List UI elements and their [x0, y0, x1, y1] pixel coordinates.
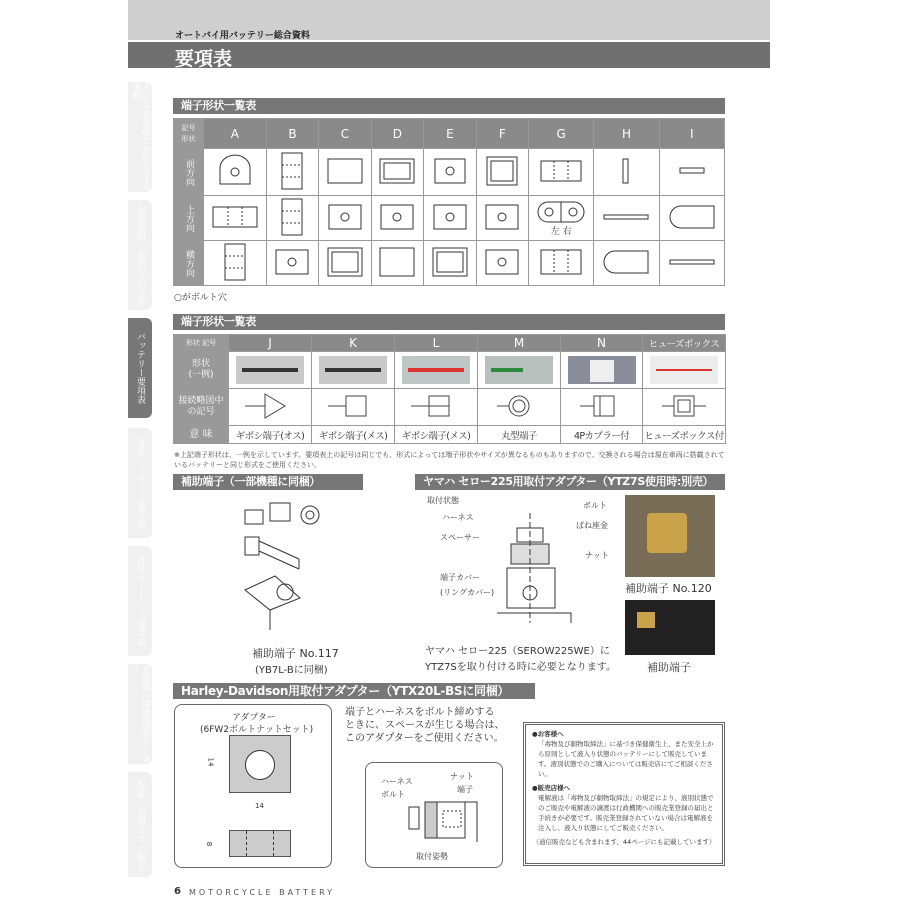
terminal-shape-icon [325, 245, 365, 279]
shape-cell [319, 196, 371, 241]
corner-top: 記号 [181, 123, 196, 132]
terminal-shape-icon [211, 202, 259, 232]
shape-cell [371, 149, 423, 196]
terminal-shape-icon [272, 197, 312, 237]
terminal-shape-icon [215, 154, 255, 188]
terminal-shape-icon [539, 245, 583, 279]
col-header: B [266, 119, 318, 149]
notice-text-customers: 「毒物及び劇物取締法」に基づき保健衛生上、また安全上から原則として液入り状態のバッテリーにして販売しています。液別状態でのご購入については販売店にてご相談ください。 [538, 740, 714, 778]
section-title-aux: 補助端子（一部機種に同梱） [173, 474, 363, 490]
terminal-shape-icon [272, 151, 312, 191]
label-bolt: ボルト [583, 501, 607, 510]
photo-cell [395, 352, 478, 389]
section-title-harley: Harley-Davidson用取付アダプター（YTX20L-BSに同梱） [173, 683, 535, 699]
shape-cell [476, 196, 528, 241]
terminal-shape-table-2 [173, 334, 726, 444]
caption-aux: 補助端子 [647, 661, 691, 674]
side-tab-2[interactable]: 取扱説明・使用上の注意 [128, 200, 152, 310]
meaning-cell: ギボシ端子(オス) [229, 426, 312, 444]
row-header: 上方向 [174, 196, 204, 241]
col-header: G [529, 119, 594, 149]
adapter-set-label: (6FW2ボルトナットセット) [200, 725, 314, 735]
photo-cell [643, 352, 726, 389]
terminal-photo [485, 356, 553, 384]
terminal-photo [568, 356, 636, 384]
caption-no120: 補助端子 No.120 [625, 582, 712, 595]
female-terminal-symbol-icon [406, 391, 466, 421]
terminal-shape-icon [482, 245, 522, 279]
fuse-box-symbol-icon [654, 391, 714, 421]
shape-cell [594, 149, 659, 196]
shape-cell [659, 149, 724, 196]
terminal-shape-icon [601, 202, 651, 232]
notice-heading-dealers: ●販売店様へ [532, 784, 571, 792]
section-title-terminal-shapes: 端子形状一覧表 [173, 98, 725, 114]
symbol-cell [229, 389, 312, 426]
col-header: N [561, 335, 643, 352]
meaning-cell: ギボシ端子(メス) [312, 426, 395, 444]
dim-thickness: 8 [205, 841, 214, 847]
serow-adapter-drawing [497, 508, 575, 628]
label-harness: ハーネス [442, 513, 474, 522]
terminal-shape-table-1 [173, 118, 725, 286]
dim-height: 14 [206, 757, 215, 767]
notice-footnote: （通信販売なども含まれます、44ページにも記載しています） [532, 838, 716, 846]
symbol-cell [561, 389, 643, 426]
aux-caption-no117: 補助端子 No.117 [252, 647, 339, 660]
col-header: K [312, 335, 395, 352]
photo-aux-terminal-parts [625, 600, 715, 655]
corner-bottom: 形状 [181, 134, 196, 143]
shape-cell [204, 149, 267, 196]
shape-cell [594, 241, 659, 286]
label-spacer: スペーサー [440, 533, 480, 542]
bolt-hole-legend: ○がボルト穴 [174, 293, 227, 303]
terminal-shape-icon [430, 200, 470, 234]
terminal-photo [319, 356, 387, 384]
row-header: 横方向 [174, 241, 204, 286]
adapter-side-view [229, 830, 291, 857]
notice-heading-customers: ●お客様へ [532, 730, 564, 738]
dim-width: 14 [255, 802, 264, 810]
photo-aux-terminal-120 [625, 495, 715, 577]
terminal-shape-icon [215, 242, 255, 282]
col-header: D [371, 119, 423, 149]
terminal-shape-icon [325, 200, 365, 234]
shape-cell [204, 241, 267, 286]
terminal-shape-icon [539, 154, 583, 188]
col-header: ヒューズボックス [643, 335, 726, 352]
terminal-shape-icon [430, 245, 470, 279]
corner-cell [174, 119, 204, 149]
label-spring-washer: ばね座金 [576, 521, 608, 530]
terminal-shape-icon [667, 247, 717, 277]
corner-top: 記号 [202, 338, 217, 347]
side-tab-5[interactable]: 各社オートバイ適合表 [128, 546, 152, 656]
shape-cell [266, 149, 318, 196]
photo-cell [312, 352, 395, 389]
harley-desc-line: ときに、スペースが生じる場合は、 [345, 720, 505, 731]
female-terminal-symbol-icon [323, 391, 383, 421]
side-tab-4[interactable]: 各社バッテリー適合表 [128, 428, 152, 538]
footer-text: MOTORCYCLE BATTERY [189, 888, 336, 897]
meaning-cell: 丸型端子 [478, 426, 561, 444]
adapter-plate [229, 735, 291, 793]
male-terminal-symbol-icon [240, 391, 300, 421]
shape-cell [204, 196, 267, 241]
shape-cell [319, 241, 371, 286]
coupler-symbol-icon [572, 391, 632, 421]
col-header: A [204, 119, 267, 149]
meaning-cell: ギボシ端子(メス) [395, 426, 478, 444]
terminal-shape-icon [536, 200, 586, 224]
symbol-cell [395, 389, 478, 426]
terminal-shape-icon [325, 154, 365, 188]
meaning-cell: ヒューズボックス付 [643, 426, 726, 444]
photo-cell [229, 352, 312, 389]
meaning-cell: 4Pカプラー付 [561, 426, 643, 444]
row-header: 前方向 [174, 149, 204, 196]
label-terminal-cover: 端子カバー [440, 573, 480, 582]
terminal-shape-icon [377, 154, 417, 188]
g-label-left: 左 [550, 226, 560, 237]
col-header: E [424, 119, 476, 149]
row-header: 形状 (一例) [174, 352, 229, 389]
photo-cell [561, 352, 643, 389]
harley-desc [345, 706, 505, 745]
shape-cell [529, 241, 594, 286]
photo-cell [478, 352, 561, 389]
posture-drawing [405, 799, 485, 845]
terminal-shape-icon [482, 200, 522, 234]
yamaha-desc-1: ヤマハ セロー225（SEROW225WE）に [425, 646, 610, 657]
col-header: J [229, 335, 312, 352]
terminal-shape-icon [377, 245, 417, 279]
corner-bottom: 形状 [185, 338, 200, 347]
adapter-label: アダプター [232, 713, 276, 723]
terminal-photo [236, 356, 304, 384]
label-harness: ハーネス [381, 777, 413, 786]
shape-cell [659, 241, 724, 286]
posture-label: 取付姿勢 [416, 852, 448, 861]
terminal-shape-icon [667, 202, 717, 232]
page-number: 6 [174, 886, 181, 897]
shape-cell [659, 196, 724, 241]
ring-terminal-symbol-icon [489, 391, 549, 421]
harley-desc-line: このアダプターをご使用ください。 [345, 733, 504, 744]
yamaha-desc-2: YTZ7Sを取り付ける時に必要となります。 [425, 662, 616, 673]
col-header: I [659, 119, 724, 149]
shape-cell [529, 149, 594, 196]
terminal-photo [402, 356, 470, 384]
col-header: F [476, 119, 528, 149]
terminal-photo [650, 356, 718, 384]
shape-cell [476, 149, 528, 196]
shape-cell [424, 241, 476, 286]
label-ring-cover: (リングカバー) [440, 588, 495, 597]
g-label-right: 右 [562, 226, 572, 237]
label-terminal: 端子 [457, 785, 473, 794]
row-header: 意 味 [174, 426, 229, 444]
col-header: L [395, 335, 478, 352]
terminal-shape-icon [606, 154, 646, 188]
side-tab-1[interactable]: 大切なお客様にお伝えする事柄 [130, 82, 150, 190]
section-title-yamaha: ヤマハ セロー225用取付アダプター（YTZ7S使用時:別売） [415, 474, 725, 490]
page-title: 要項表 [175, 48, 233, 70]
label-nut: ナット [450, 772, 474, 781]
col-header: H [594, 119, 659, 149]
shape-cell [424, 196, 476, 241]
terminal-shape-icon [601, 247, 651, 277]
terminal-shape-icon [272, 245, 312, 279]
symbol-cell [478, 389, 561, 426]
side-tab-3[interactable]: バッテリー要項表 [128, 318, 152, 418]
section-title-terminal-shapes-2: 端子形状一覧表 [173, 314, 725, 330]
row-header: 接続略図中 の記号 [174, 389, 229, 426]
shape-cell [319, 149, 371, 196]
notice-box [523, 722, 725, 866]
shape-cell [371, 241, 423, 286]
shape-cell [371, 196, 423, 241]
terminal-shape-icon [672, 154, 712, 188]
notice-text-dealers: 電解液は「毒物及び劇物取締法」の規定により、液別状態でのご販売や電解液の譲渡は行政機関への販売業登録の届出と手続きが必要です。販売業登録されていない場合は電解液を注入し、液入り状態にしてご販売ください。 [538, 794, 714, 832]
header-subtitle: オートバイ用バッテリー総合資料 [175, 31, 310, 41]
symbol-cell [312, 389, 395, 426]
label-bolt: ボルト [381, 790, 405, 799]
shape-cell [266, 196, 318, 241]
corner-cell [174, 335, 229, 352]
terminal-shape-icon [377, 200, 417, 234]
terminal-shape-icon [482, 154, 522, 188]
col-header: M [478, 335, 561, 352]
harley-desc-line: 端子とハーネスをボルト締めする [345, 707, 495, 718]
terminal-note: ※上記端子形状は、一例を示しています。要項表上の記号は同じでも、形式によっては端子形状やサイズが異なるものもありますので、交換される場合は現在車両に搭載されているバッテリーと同じ形式をご使用ください。 [174, 451, 725, 469]
shape-cell [476, 241, 528, 286]
shape-cell [424, 149, 476, 196]
side-tab-7[interactable]: 保証・お問合せ・規定 [128, 772, 152, 877]
shape-cell [594, 196, 659, 241]
install-state-label: 取付状態 [427, 496, 459, 505]
aux-terminal-drawing [225, 495, 345, 635]
symbol-cell [643, 389, 726, 426]
shape-cell [529, 196, 594, 241]
shape-cell [266, 241, 318, 286]
side-tab-6[interactable]: 充電器・関連用品センター [130, 664, 150, 763]
aux-caption-included: (YB7L-Bに同梱) [255, 665, 328, 676]
terminal-shape-icon [430, 154, 470, 188]
label-nut: ナット [585, 551, 609, 560]
col-header: C [319, 119, 371, 149]
